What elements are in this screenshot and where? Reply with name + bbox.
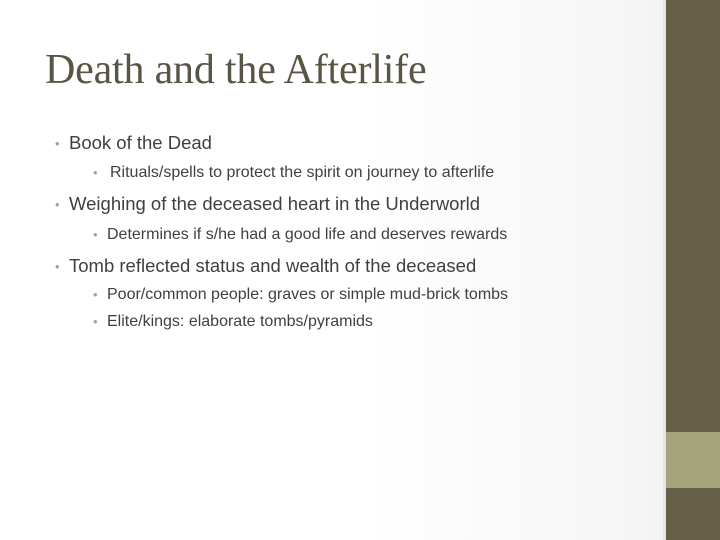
bullet-list xyxy=(55,131,655,333)
sub-bullet-text: Elite/kings: elaborate tombs/pyramids xyxy=(107,313,373,330)
sub-bullet-item xyxy=(55,162,655,184)
bullet-text: Book of the Dead xyxy=(69,132,212,153)
bullet-dot-icon: • xyxy=(55,197,60,212)
side-band-accent xyxy=(666,432,720,488)
bullet-text: Weighing of the deceased heart in the Underworld xyxy=(69,193,481,214)
sub-bullet-text: Rituals/spells to protect the spirit on journey to afterlife xyxy=(110,164,495,181)
bullet-dot-icon: • xyxy=(93,165,98,180)
sub-bullet-text: Determines if s/he had a good life and deserves rewards xyxy=(107,226,508,243)
sub-bullet-item xyxy=(55,311,655,333)
sub-bullet-item xyxy=(55,224,655,246)
sub-bullet-item xyxy=(55,284,655,306)
bullet-item xyxy=(55,131,655,155)
slide-title: Death and the Afterlife xyxy=(45,47,427,93)
bullet-dot-icon: • xyxy=(93,227,98,242)
sub-bullet-text: Poor/common people: graves or simple mud-brick tombs xyxy=(107,286,509,303)
bullet-text: Tomb reflected status and wealth of the deceased xyxy=(69,255,477,276)
bullet-dot-icon: • xyxy=(93,287,98,302)
bullet-dot-icon: • xyxy=(93,314,98,329)
bullet-item xyxy=(55,254,655,278)
bullet-dot-icon: • xyxy=(55,259,60,274)
bullet-dot-icon: • xyxy=(55,136,60,151)
bullet-item xyxy=(55,192,655,216)
